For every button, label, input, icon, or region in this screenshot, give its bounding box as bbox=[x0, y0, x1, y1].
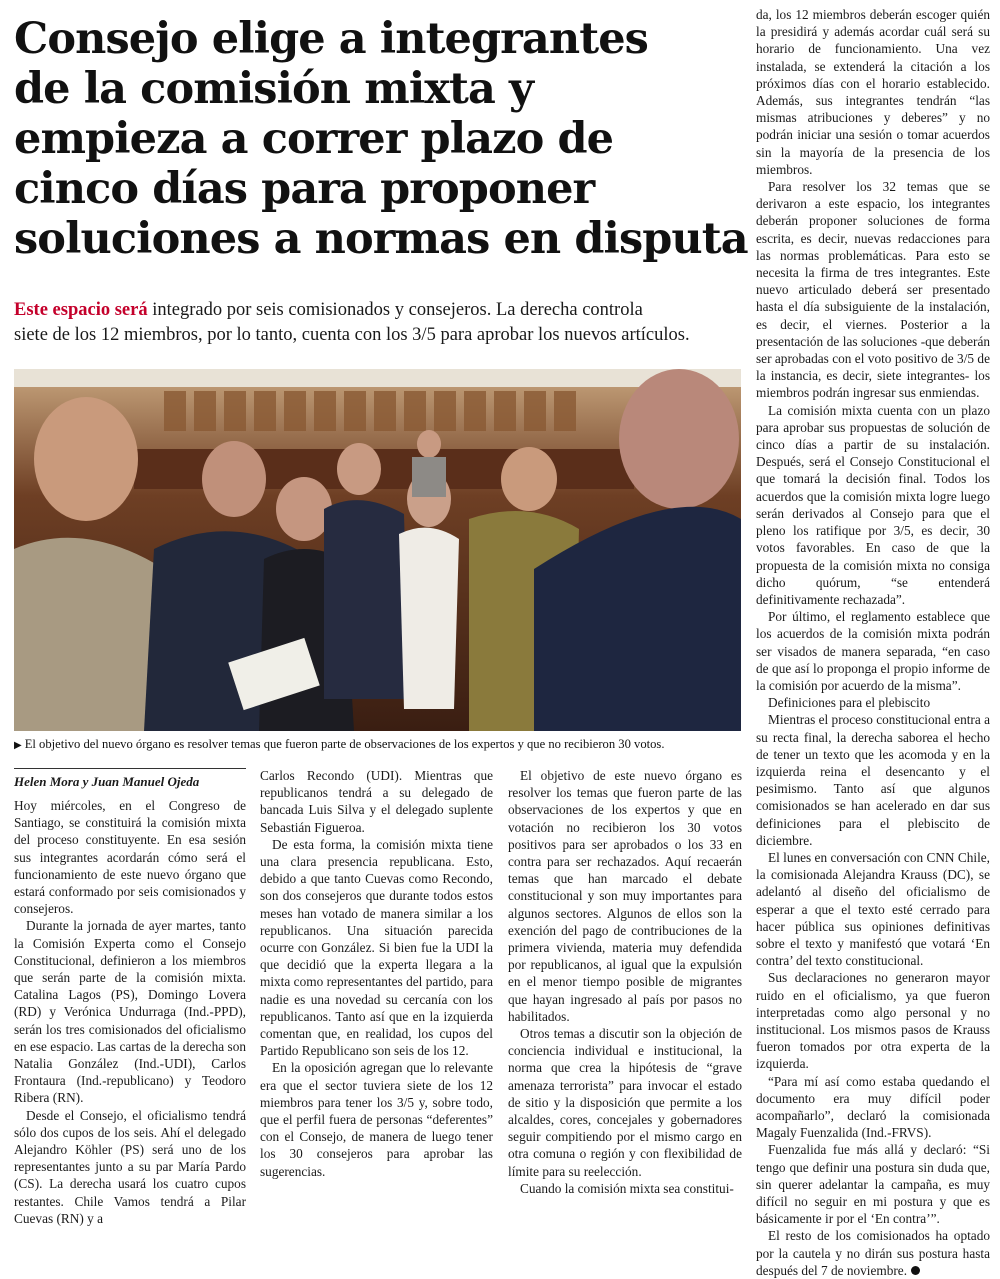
caption-triangle-icon: ▶ bbox=[14, 740, 22, 751]
headline-line: empieza a correr plazo de bbox=[14, 114, 614, 164]
article-column-2 bbox=[260, 767, 493, 1180]
paragraph: La comisión mixta cuenta con un plazo para aprobar sus propuestas de solución de cinco días a partir de su instalación. Después, será el Consejo Constitucional el que tomará la decisión final. Todos los acuerdos que la comisión mixta logre luego serán derivados al Consejo para que el pleno los ratifique por 3/5, es decir, 30 votos favorables. En caso de que la propuesta de la comisión mixta no consiga dicho quórum, “se entenderá definitivamente rechazada”. bbox=[756, 402, 990, 607]
paragraph: “Para mí así como estaba quedando el documento era muy difícil poder acompañarlo”, declaró la comisionada Magaly Fuenzalida (Ind.-FRVS). bbox=[756, 1073, 990, 1141]
paragraph: Por último, el reglamento establece que los acuerdos de la comisión mixta podrán ser visados de manera separada, “en caso de que así lo proponga el propio informe de la comisión por acuerdo de la misma”. bbox=[756, 609, 990, 693]
paragraph: Fuenzalida fue más allá y declaró: “Si tengo que definir una postura sin duda que, sin querer adelantar la campaña, es muy difícil no seguir en mi postura y que es básicamente ir por el ‘En contra’”. bbox=[756, 1142, 990, 1227]
lead-line-1 bbox=[14, 298, 744, 323]
final-paragraph bbox=[756, 1227, 990, 1279]
paragraph: El lunes en conversación con CNN Chile, la comisionada Alejandra Krauss (DC), se adelantó al diseño del oficialismo de esperar a que el texto esté cerrado para hacer pública sus opiniones definitivas sobre el texto y manifestó que votará ‘En contra’ del texto constitucional. bbox=[756, 849, 990, 969]
caption-text: El objetivo del nuevo órgano es resolver temas que fueron parte de observaciones de los expertos y que no recibieron 30 votos. bbox=[24, 737, 665, 751]
paragraph: Para resolver los 32 temas que se derivaron a este espacio, los integrantes deberán proponer soluciones de forma escrita, es decir, nuevas redacciones para las normas problemáticas. Para esto se necesita la firma de tres integrantes. Este nuevo articulado deberá ser presentado hasta el día subsiguiente de la instalación, es decir, el viernes. Posterior a la presentación de las soluciones -que deberán ser aprobadas con el voto positivo de 3/5 de la instancia, es decir, siete integrantes- los miembros podrán ingresar sus enmiendas. bbox=[756, 179, 990, 401]
final-paragraph-text: El resto de los comisionados ha optado por la cautela y no dirán sus postura hasta después del 7 de noviembre. bbox=[756, 1228, 990, 1278]
byline-divider bbox=[14, 768, 246, 769]
paragraph: El objetivo de este nuevo órgano es resolver los temas que fueron parte de las observaciones de los expertos y que en votación no recibieron los 30 votos positivos para ser aprobados o los 33 en contra para ser rechazados. Aquí recaerán temas que han marcado el debate constitucional y son muy importantes para algunos sectores. Algunos de ellos son la exención del pago de contribuciones de la primera vivienda, materia muy defendida por republicanos, al igual que la expulsión en el menor tiempo posible de migrantes que hayan ingresado al país por pasos no habilitados. bbox=[508, 768, 742, 1024]
paragraph: Hoy miércoles, en el Congreso de Santiago, se constituirá la comisión mixta del proceso constituyente. En esa sesión sus integrantes acordarán cómo será el funcionamiento de este nuevo órgano que estará conformado por seis comisionados y consejeros. bbox=[14, 798, 246, 917]
paragraph: En la oposición agregan que lo relevante era que el sector tuviera siete de los 12 miembros para tener los 3/5 y, sobre todo, que el perfil fuera de personas “deferentes” con el Consejo, de manera de luego tener los 30 consejeros para aprobar las sugerencias. bbox=[260, 1060, 493, 1179]
headline-line: soluciones a normas en disputa bbox=[14, 214, 748, 264]
paragraph: Durante la jornada de ayer martes, tanto la Comisión Experta como el Consejo Constitucional, definieron a los miembros que serán parte de la comisión mixta. Catalina Lagos (PS), Domingo Lovera (RD) y Verónica Undurraga (Ind.-PPD), serán los tres comisionados del oficialismo en ese espacio. Las cartas de la derecha son Natalia González (Ind.-UDI), Carlos Frontaura (Ind.-republicano) y Teodoro Ribera (RN). bbox=[14, 918, 246, 1106]
article-column-4 bbox=[756, 6, 990, 1279]
paragraph: da, los 12 miembros deberán escoger quién la presidirá y además acordar cuál será su horario de funcionamiento. Una vez instalada, se extenderá la citación a los próximos días con el horario establecido. Además, sus integrantes tendrán “las mismas atribuciones y deberes” y no podrán iniciar una sesión o tomar acuerdos sin la mayoría de la presencia de los miembros. bbox=[756, 7, 990, 177]
lead-highlight: Este espacio será bbox=[14, 300, 148, 320]
article-column-1 bbox=[14, 797, 246, 1227]
headline bbox=[14, 14, 748, 264]
photo-illustration bbox=[14, 369, 741, 731]
headline-line: cinco días para proponer bbox=[14, 164, 595, 214]
paragraph: Mientras el proceso constitucional entra a su recta final, la derecha saborea el hecho de tener un texto que les acomoda y en la izquierda reina el desencanto y el pesimismo. Tanto así que algunos comisionados se han acelerado en dar sus definiciones para el plebiscito de diciembre. bbox=[756, 712, 990, 848]
paragraph: De esta forma, la comisión mixta tiene una clara presencia republicana. Esto, debido a que tanto Cuevas como Recondo, son dos consejeros que durante todos estos meses han votado de manera similar a los republicanos. Una situación parecida ocurre con González. Si bien fue la UDI la que decidió que la experta llegara a la mixta como representantes del partido, para nadie es una novedad su cercanía con los republicanos. Tanto así que en la izquierda comentan que, en realidad, los cupos del Partido Republicano son seis de los 12. bbox=[260, 836, 493, 1059]
news-photo bbox=[14, 369, 741, 731]
paragraph: Carlos Recondo (UDI). Mientras que republicanos tendrá a su delegado de bancada Luis Silva y el delegado suplente Sebastián Figueroa. bbox=[260, 768, 493, 835]
headline-line: de la comisión mixta y bbox=[14, 64, 534, 114]
paragraph: Sus declaraciones no generaron mayor ruido en el oficialismo, ya que fueron interpretadas como algo personal y no institucional. Los mismos pasos de Krauss fueron tomados por otra experta de la izquierda. bbox=[756, 970, 990, 1072]
lead-paragraph bbox=[14, 298, 744, 348]
paragraph: Cuando la comisión mixta sea constitui- bbox=[520, 1180, 734, 1196]
headline-line: Consejo elige a integrantes bbox=[14, 14, 648, 64]
article-column-3 bbox=[508, 767, 742, 1197]
byline: Helen Mora y Juan Manuel Ojeda bbox=[14, 774, 200, 789]
lead-line-2: siete de los 12 miembros, por lo tanto, cuenta con los 3/5 para aprobar los nuevos artículos. bbox=[14, 325, 690, 345]
paragraph: Otros temas a discutir son la objeción de conciencia individual e institucional, la norma que crea la hipótesis de “grave amenaza terrorista” para invocar el estado de sitio y la disposición que permite a los alcaldes, cores, concejales y gobernadores seguir compitiendo por el mismo cargo en otra comuna o región y con flexibilidad de límite para su reelección. bbox=[508, 1026, 742, 1179]
lead-line-1-rest: integrado por seis comisionados y consejeros. La derecha controla bbox=[147, 300, 643, 320]
subheading: Definiciones para el plebiscito bbox=[768, 695, 931, 711]
end-mark-icon bbox=[911, 1266, 920, 1275]
paragraph: Desde el Consejo, el oficialismo tendrá sólo dos cupos de los seis. Ahí el delegado Alejandro Köhler (PS) será uno de los representantes junto a su par María Pardo (CS). La derecha usará los cuatro cupos restantes. Chile Vamos tendrá a Pilar Cuevas (RN) y a bbox=[14, 1107, 246, 1226]
photo-caption bbox=[14, 736, 744, 754]
